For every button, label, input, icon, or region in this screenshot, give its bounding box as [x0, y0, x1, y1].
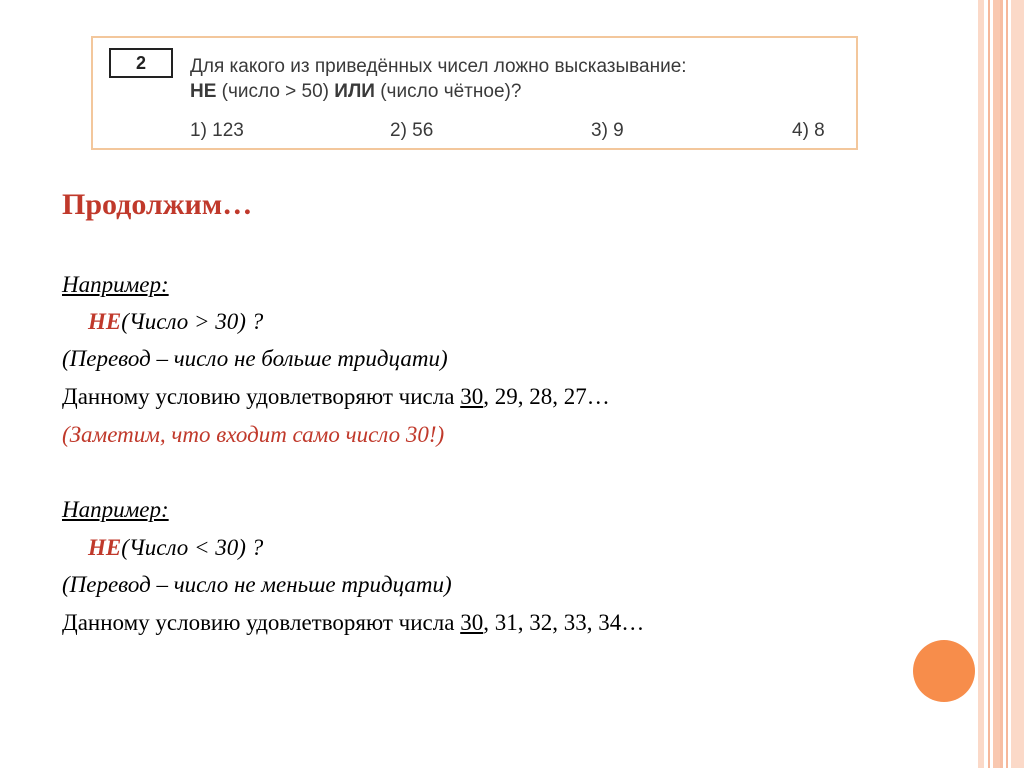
- task-question-line2: [190, 81, 521, 103]
- example1-ne: НЕ: [88, 309, 122, 334]
- example2-translation: (Перевод – число не меньше тридцати): [62, 572, 452, 597]
- example2-satisfy: [62, 610, 644, 636]
- example1-label: Например:: [62, 272, 169, 297]
- decor-stripe: [1011, 0, 1024, 768]
- task-question-line1: Для какого из приведённых чисел ложно высказывание:: [190, 56, 687, 77]
- example1-expression: [88, 309, 263, 335]
- decor-stripe: [1006, 0, 1008, 768]
- example2-satisfy-rest: , 31, 32, 33, 34…: [483, 610, 645, 635]
- task-option-3: 3) 9: [591, 120, 624, 141]
- decor-stripe: [978, 0, 984, 768]
- task-cond-b: (число чётное)?: [374, 81, 522, 102]
- task-option-2: 2) 56: [390, 120, 434, 141]
- example1-satisfy-rest: , 29, 28, 27…: [483, 384, 610, 409]
- task-or: ИЛИ: [334, 81, 375, 102]
- decor-circle: [913, 640, 975, 702]
- task-ne: НЕ: [190, 81, 217, 102]
- page-heading: Продолжим…: [62, 188, 253, 221]
- task-number: 2: [109, 48, 173, 78]
- task-box: [91, 36, 858, 150]
- example2-label: Например:: [62, 497, 169, 522]
- task-option-4: 4) 8: [792, 120, 825, 141]
- example1-expr-rest: (Число > 30) ?: [121, 309, 264, 334]
- decor-stripe: [988, 0, 990, 768]
- task-option-1: 1) 123: [190, 120, 244, 141]
- example2-expression: [88, 535, 263, 561]
- example1-satisfy-first: 30: [460, 384, 484, 409]
- example2-ne: НЕ: [88, 535, 122, 560]
- example1-satisfy: [62, 384, 610, 410]
- decor-stripe: [1000, 0, 1003, 768]
- example1-note: (Заметим, что входит само число 30!): [62, 422, 445, 447]
- example1-translation: (Перевод – число не больше тридцати): [62, 346, 448, 371]
- example2-satisfy-first: 30: [460, 610, 484, 635]
- example2-satisfy-prefix: Данному условию удовлетворяют числа: [62, 610, 461, 635]
- example2-expr-rest: (Число < 30) ?: [121, 535, 264, 560]
- example1-satisfy-prefix: Данному условию удовлетворяют числа: [62, 384, 461, 409]
- task-cond-a: (число > 50): [216, 81, 335, 102]
